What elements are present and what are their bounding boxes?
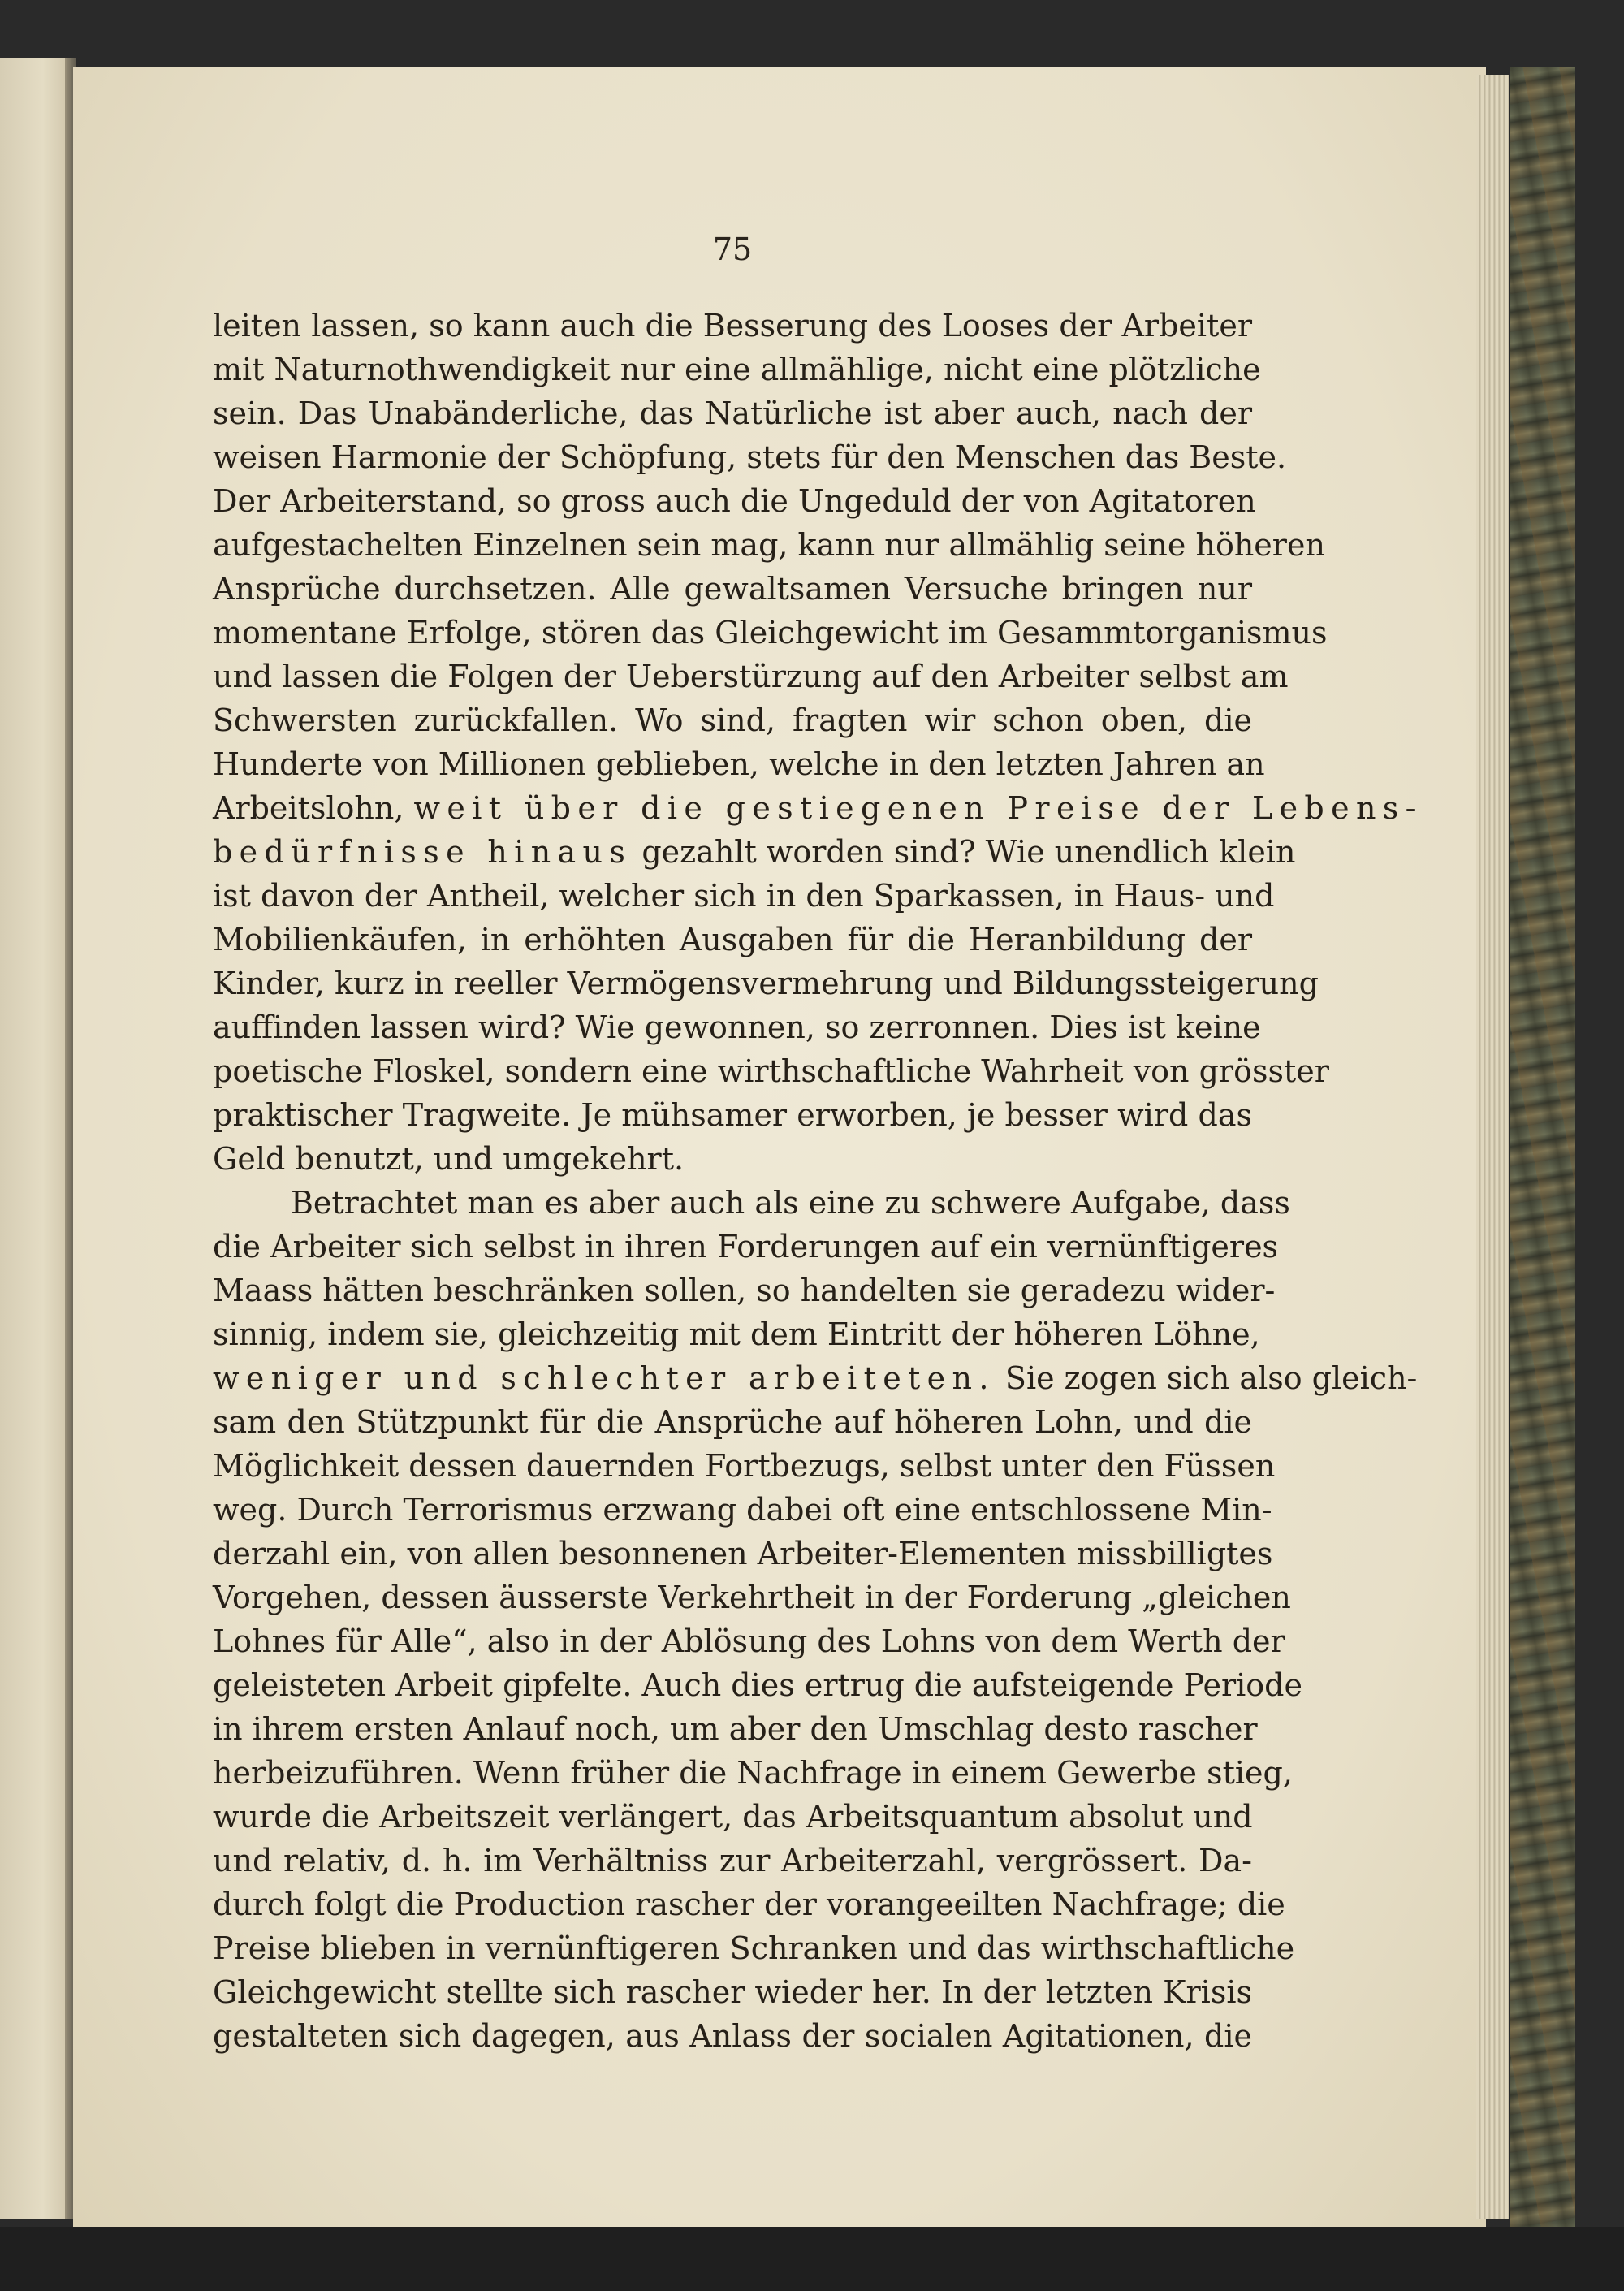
page-edges bbox=[1476, 75, 1509, 2219]
text-line: aufgestachelten Einzelnen sein mag, kann nur allmählig seine höheren bbox=[213, 527, 1325, 563]
text-line: Hunderte von Millionen geblieben, welche in den letzten Jahren an bbox=[213, 746, 1265, 782]
text-line: Preise blieben in vernünftigeren Schranken und das wirthschaftliche bbox=[213, 1930, 1295, 1966]
text-line bbox=[213, 786, 1423, 830]
text-line: und lassen die Folgen der Ueberstürzung auf den Arbeiter selbst am bbox=[213, 659, 1289, 694]
text-line: momentane Erfolge, stören das Gleichgewicht im Gesammtorganismus bbox=[213, 615, 1328, 651]
text-line: Möglichkeit dessen dauernden Fortbezugs, selbst unter den Füssen bbox=[213, 1448, 1276, 1484]
text-line: herbeizuführen. Wenn früher die Nachfrage in einem Gewerbe stieg, bbox=[213, 1755, 1293, 1791]
text-line: Kinder, kurz in reeller Vermögensvermehrung und Bildungssteigerung bbox=[213, 966, 1319, 1001]
scan-background bbox=[0, 2227, 1624, 2291]
text-line: wurde die Arbeitszeit verlängert, das Arbeitsquantum absolut und bbox=[213, 1799, 1253, 1835]
text-line: die Arbeiter sich selbst in ihren Forderungen auf ein vernünftigeres bbox=[213, 1229, 1279, 1264]
text-line: gestalteten sich dagegen, aus Anlass der socialen Agitationen, die bbox=[213, 2018, 1252, 2054]
text-line: Der Arbeiterstand, so gross auch die Ungeduld der von Agitatoren bbox=[213, 483, 1256, 519]
text-line: Geld benutzt, und umgekehrt. bbox=[213, 1141, 685, 1177]
text-line: mit Naturnothwendigkeit nur eine allmählige, nicht eine plötzliche bbox=[213, 352, 1261, 387]
text-line: Betrachtet man es aber auch als eine zu schwere Aufgabe, dass bbox=[291, 1185, 1290, 1221]
emphasized-text: bedürfnisse hinaus bbox=[213, 834, 633, 870]
text-line: und relativ, d. h. im Verhältniss zur Arbeiterzahl, vergrössert. Da- bbox=[213, 1843, 1252, 1878]
text-line: Ansprüche durchsetzen. Alle gewaltsamen Versuche bringen nur bbox=[213, 571, 1252, 607]
text-line: Vorgehen, dessen äusserste Verkehrtheit in der Forderung „gleichen bbox=[213, 1580, 1291, 1615]
text-line: weisen Harmonie der Schöpfung, stets für den Menschen das Beste. bbox=[213, 439, 1287, 475]
text-line: leiten lassen, so kann auch die Besserung des Looses der Arbeiter bbox=[213, 308, 1252, 344]
text-line: auffinden lassen wird? Wie gewonnen, so zerronnen. Dies ist keine bbox=[213, 1009, 1261, 1045]
text-line bbox=[213, 1356, 1418, 1400]
text-line: derzahl ein, von allen besonnenen Arbeiter-Elementen missbilligtes bbox=[213, 1536, 1273, 1571]
text-line: sam den Stützpunkt für die Ansprüche auf höheren Lohn, und die bbox=[213, 1404, 1252, 1440]
text-line: durch folgt die Production rascher der vorangeeilten Nachfrage; die bbox=[213, 1887, 1285, 1922]
text-line: praktischer Tragweite. Je mühsamer erworben, je besser wird das bbox=[213, 1097, 1252, 1133]
text-line: sinnig, indem sie, gleichzeitig mit dem Eintritt der höheren Löhne, bbox=[213, 1316, 1260, 1352]
text-line: Schwersten zurückfallen. Wo sind, fragten wir schon oben, die bbox=[213, 702, 1252, 738]
text-line: in ihrem ersten Anlauf noch, um aber den Umschlag desto rascher bbox=[213, 1711, 1258, 1747]
emphasized-text: weniger und schlechter arbeiteten. bbox=[213, 1360, 996, 1396]
marbled-cover-edge bbox=[1510, 67, 1575, 2259]
text-line: weg. Durch Terrorismus erzwang dabei oft eine entschlossene Min- bbox=[213, 1492, 1272, 1528]
text-line: poetische Floskel, sondern eine wirthschaftliche Wahrheit von grösster bbox=[213, 1053, 1329, 1089]
emphasized-text: weit über die gestiegenen Preise der Lebens- bbox=[413, 790, 1423, 826]
text-line: Mobilienkäufen, in erhöhten Ausgaben für die Heranbildung der bbox=[213, 922, 1252, 957]
page-number: 75 bbox=[712, 231, 753, 267]
text-fragment: Sie zogen sich also gleich- bbox=[1004, 1360, 1418, 1396]
text-line: Maass hätten beschränken sollen, so handelten sie geradezu wider- bbox=[213, 1273, 1276, 1308]
text-fragment: Arbeitslohn, bbox=[213, 790, 404, 826]
text-line: ist davon der Antheil, welcher sich in den Sparkassen, in Haus- und bbox=[213, 878, 1275, 914]
text-fragment: gezahlt worden sind? Wie unendlich klein bbox=[641, 834, 1296, 870]
text-line bbox=[213, 830, 1296, 874]
left-page-edge bbox=[0, 58, 71, 2219]
text-line: Gleichgewicht stellte sich rascher wieder her. In der letzten Krisis bbox=[213, 1974, 1252, 2010]
text-line: geleisteten Arbeit gipfelte. Auch dies ertrug die aufsteigende Periode bbox=[213, 1667, 1302, 1703]
page-body-text bbox=[213, 304, 1423, 2058]
text-line: Lohnes für Alle“, also in der Ablösung des Lohns von dem Werth der bbox=[213, 1623, 1285, 1659]
text-line: sein. Das Unabänderliche, das Natürliche ist aber auch, nach der bbox=[213, 396, 1252, 431]
